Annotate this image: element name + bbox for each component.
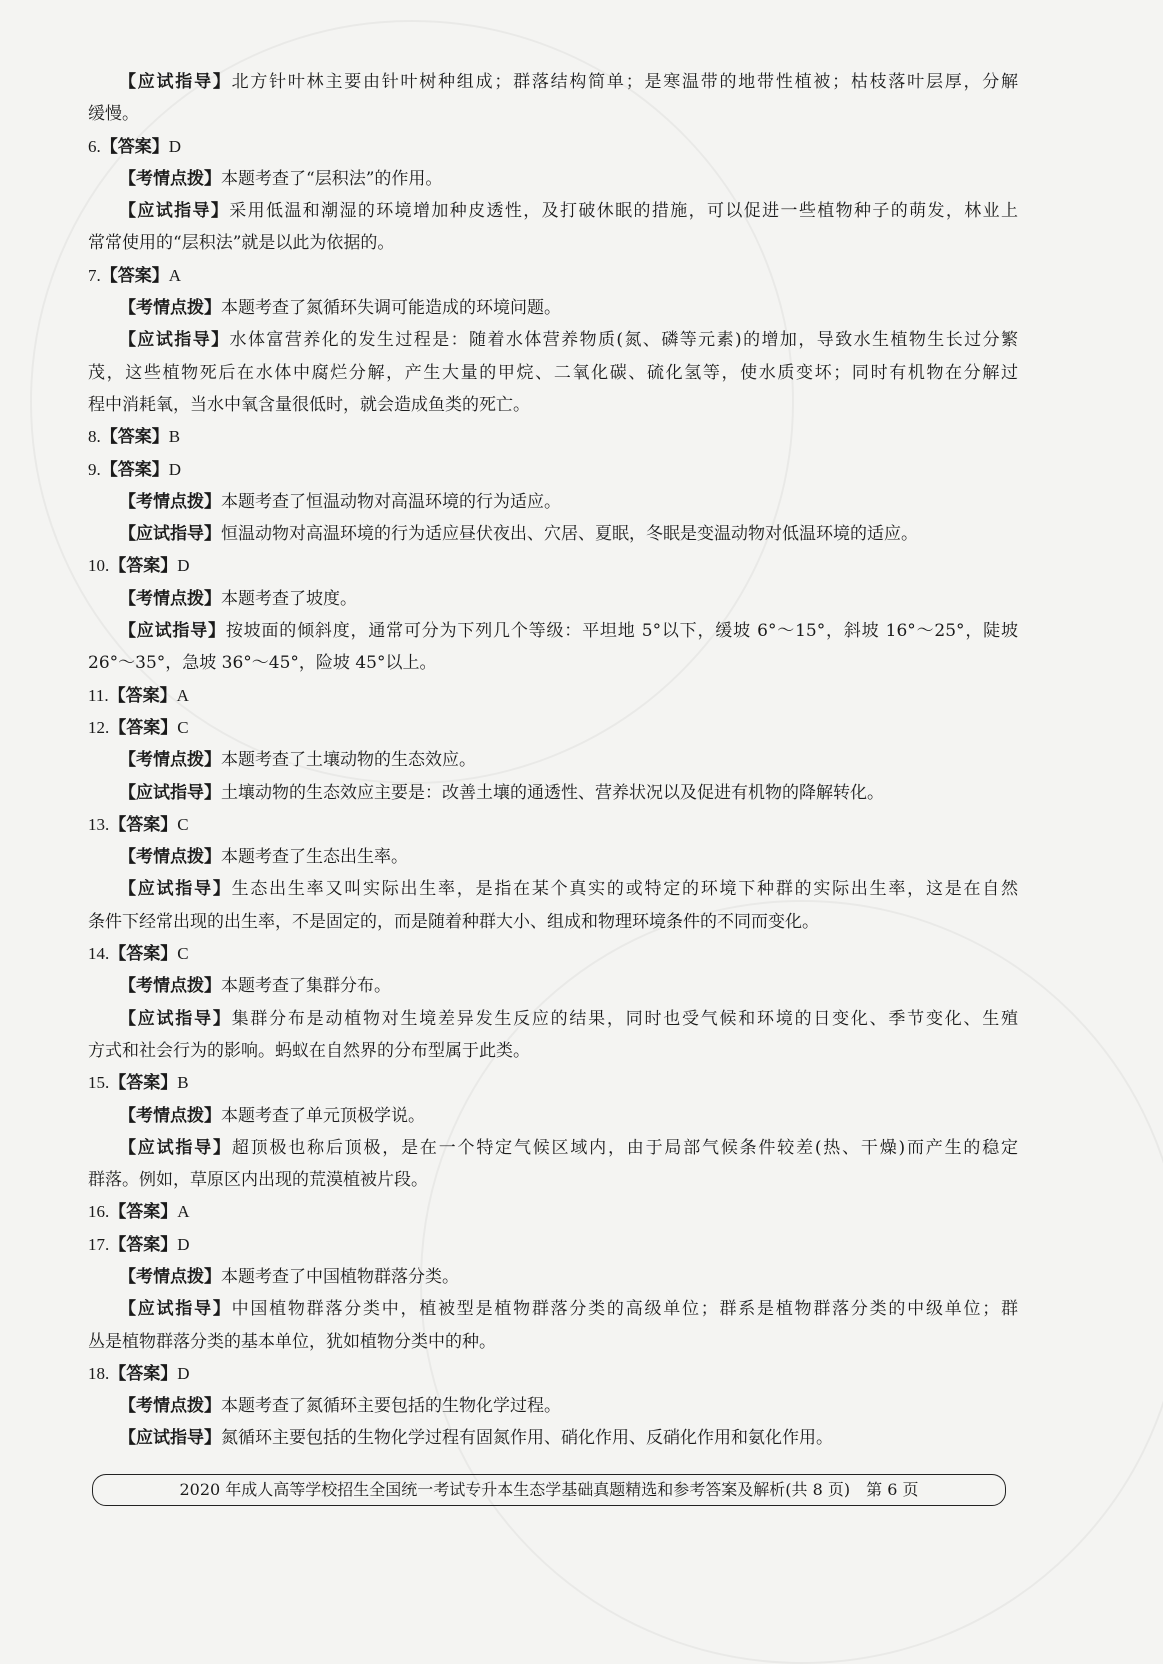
question-number: 15. — [88, 1073, 110, 1093]
text-line — [119, 1293, 1018, 1325]
text-content: 恒温动物对高温环境的行为适应昼伏夜出、穴居、夏眠，冬眠是变温动物对低温环境的适应。 — [221, 524, 918, 545]
text-line — [88, 1326, 1018, 1358]
exam-point-block — [88, 1100, 1018, 1132]
exam-point-block — [88, 1261, 1018, 1293]
question-number: 16. — [88, 1202, 110, 1222]
text-line — [88, 647, 1018, 679]
answer-row — [88, 712, 1018, 744]
section-label: 【应试指导】 — [119, 330, 230, 351]
answer-value: D — [177, 556, 190, 576]
text-line — [88, 357, 1018, 389]
section-label: 【考情点拨】 — [119, 491, 221, 512]
section-label: 【考情点拨】 — [119, 298, 221, 319]
answer-value: A — [168, 265, 182, 285]
section-label: 【考情点拨】 — [119, 1396, 221, 1417]
text-line — [119, 1003, 1018, 1035]
text-content: 本题考查了恒温动物对高温环境的行为适应。 — [221, 491, 561, 512]
section-label: 【应试指导】 — [119, 1137, 232, 1158]
answer-row — [88, 1358, 1018, 1390]
section-label: 【考情点拨】 — [119, 1105, 221, 1126]
answer-row — [88, 938, 1018, 970]
answer-row — [88, 1196, 1018, 1228]
guidance-block — [88, 1293, 1018, 1358]
text-content: 集群分布是动植物对生境差异发生反应的结果，同时也受气候和环境的日变化、季节变化、生殖 — [231, 1008, 1019, 1029]
text-line — [119, 841, 1018, 873]
text-content: 本题考查了生态出生率。 — [221, 847, 408, 868]
section-label: 【考情点拨】 — [119, 847, 221, 868]
answer-label: 【答案】 — [109, 944, 178, 965]
section-label: 【考情点拨】 — [119, 588, 221, 609]
text-content: 超顶极也称后顶极，是在一个特定气候区域内，由于局部气候条件较差(热、干燥)而产生的稳定 — [231, 1137, 1018, 1158]
text-line — [119, 292, 1018, 324]
text-line — [119, 873, 1018, 905]
section-label: 【应试指导】 — [119, 201, 230, 222]
answer-label: 【答案】 — [100, 265, 169, 286]
answer-value: B — [177, 1073, 189, 1093]
text-line — [119, 583, 1018, 615]
answer-value: D — [168, 136, 182, 156]
text-line — [119, 1132, 1018, 1164]
text-content: 群落。例如，草原区内出现的荒漠植被片段。 — [88, 1170, 428, 1191]
answer-label: 【答案】 — [109, 1073, 178, 1094]
text-content: 茂，这些植物死后在水体中腐烂分解，产生大量的甲烷、二氧化碳、硫化氢等，使水质变坏；同时有机物在分解过 — [88, 362, 1018, 383]
answer-value: D — [177, 1363, 190, 1383]
answer-value: B — [168, 427, 181, 447]
text-line — [88, 227, 1018, 259]
section-label: 【应试指导】 — [119, 879, 232, 900]
question-number: 6. — [88, 136, 101, 156]
answer-row — [88, 454, 1018, 486]
section-label: 【考情点拨】 — [119, 976, 221, 997]
text-line — [119, 66, 1018, 98]
text-content: 本题考查了集群分布。 — [221, 976, 391, 997]
text-line — [119, 1422, 1018, 1454]
section-label: 【考情点拨】 — [119, 168, 221, 189]
text-line — [119, 486, 1018, 518]
answer-label: 【答案】 — [100, 427, 169, 448]
answer-label: 【答案】 — [100, 136, 169, 157]
text-line — [88, 1035, 1018, 1067]
exam-point-block — [88, 744, 1018, 776]
answer-label: 【答案】 — [108, 685, 177, 706]
answer-value: A — [177, 1202, 190, 1222]
question-number: 8. — [88, 427, 101, 447]
question-number: 12. — [88, 717, 110, 737]
guidance-block — [88, 873, 1018, 938]
text-line — [119, 324, 1018, 356]
text-content: 丛是植物群落分类的基本单位，犹如植物分类中的种。 — [88, 1331, 496, 1352]
section-label: 【考情点拨】 — [119, 750, 221, 771]
text-content: 按坡面的倾斜度，通常可分为下列几个等级：平坦地 5°以下，缓坡 6°～15°，斜坡 16°～25°，陡坡 — [225, 621, 1018, 642]
text-line — [88, 906, 1018, 938]
text-content: 土壤动物的生态效应主要是：改善土壤的通透性、营养状况以及促进有机物的降解转化。 — [221, 782, 884, 803]
answer-label: 【答案】 — [100, 459, 169, 480]
text-content: 常常使用的“层积法”就是以此为依据的。 — [88, 233, 395, 254]
text-line — [119, 1390, 1018, 1422]
section-label: 【应试指导】 — [119, 1428, 221, 1449]
text-content: 条件下经常出现的出生率，不是固定的，而是随着种群大小、组成和物理环境条件的不同而变化。 — [88, 911, 819, 932]
text-content: 本题考查了氮循环主要包括的生物化学过程。 — [221, 1396, 561, 1417]
question-number: 10. — [88, 556, 110, 576]
question-number: 17. — [88, 1234, 110, 1254]
answer-value: D — [177, 1234, 190, 1254]
guidance-block — [88, 518, 1018, 550]
answer-label: 【答案】 — [109, 1234, 178, 1255]
question-number: 14. — [88, 944, 110, 964]
question-number: 9. — [88, 459, 101, 479]
section-label: 【应试指导】 — [119, 1008, 232, 1029]
answer-row — [88, 260, 1018, 292]
guidance-block — [88, 1003, 1018, 1068]
question-number: 11. — [88, 685, 109, 705]
guidance-block — [88, 777, 1018, 809]
text-line — [119, 970, 1018, 1002]
text-line — [88, 1164, 1018, 1196]
answer-label: 【答案】 — [109, 717, 178, 738]
text-content: 氮循环主要包括的生物化学过程有固氮作用、硝化作用、反硝化作用和氨化作用。 — [221, 1428, 833, 1449]
section-label: 【考情点拨】 — [119, 1266, 221, 1287]
text-content: 采用低温和潮湿的环境增加种皮透性，及打破休眠的措施，可以促进一些植物种子的萌发，林业上 — [229, 201, 1018, 222]
text-line — [119, 195, 1018, 227]
exam-point-block — [88, 1390, 1018, 1422]
question-number: 7. — [88, 265, 101, 285]
guidance-block — [88, 1132, 1018, 1197]
answer-row — [88, 421, 1018, 453]
text-line — [88, 98, 1018, 130]
text-line — [119, 1261, 1018, 1293]
exam-point-block — [88, 486, 1018, 518]
answer-label: 【答案】 — [109, 814, 178, 835]
answer-row — [88, 1067, 1018, 1099]
answer-label: 【答案】 — [109, 1363, 178, 1384]
answer-value: A — [176, 685, 189, 705]
text-content: 水体富营养化的发生过程是：随着水体营养物质(氮、磷等元素)的增加，导致水生植物生长过分繁 — [229, 330, 1019, 351]
text-line — [119, 518, 1018, 550]
exam-point-block — [88, 163, 1018, 195]
exam-point-block — [88, 292, 1018, 324]
guidance-block — [88, 615, 1018, 680]
text-line — [119, 615, 1018, 647]
text-content: 26°～35°，急坡 36°～45°，险坡 45°以上。 — [88, 653, 437, 674]
text-content: 本题考查了氮循环失调可能造成的环境问题。 — [221, 298, 561, 319]
section-label: 【应试指导】 — [119, 72, 232, 92]
text-content: 北方针叶林主要由针叶树种组成；群落结构简单；是寒温带的地带性植被；枯枝落叶层厚，分解 — [231, 72, 1019, 92]
answer-row — [88, 131, 1018, 163]
answer-content — [88, 66, 1018, 1455]
text-line — [119, 777, 1018, 809]
answer-value: D — [168, 459, 182, 479]
text-content: 生态出生率又叫实际出生率，是指在某个真实的或特定的环境下种群的实际出生率，这是在自然 — [231, 879, 1019, 900]
text-content: 方式和社会行为的影响。蚂蚁在自然界的分布型属于此类。 — [88, 1040, 530, 1061]
section-label: 【应试指导】 — [119, 1299, 232, 1320]
answer-value: C — [177, 814, 189, 834]
answer-row — [88, 680, 1018, 712]
guidance-block — [88, 195, 1018, 260]
text-line — [119, 163, 1018, 195]
exam-point-block — [88, 841, 1018, 873]
section-label: 【应试指导】 — [119, 621, 226, 642]
question-number: 18. — [88, 1363, 110, 1383]
answer-row — [88, 550, 1018, 582]
guidance-block — [88, 1422, 1018, 1454]
text-content: 本题考查了“层积法”的作用。 — [221, 168, 443, 189]
answer-value: C — [177, 944, 189, 964]
text-content: 本题考查了中国植物群落分类。 — [221, 1266, 459, 1287]
guidance-block — [88, 66, 1018, 131]
text-content: 中国植物群落分类中，植被型是植物群落分类的高级单位；群系是植物群落分类的中级单位；群 — [231, 1299, 1019, 1320]
answer-row — [88, 1229, 1018, 1261]
answer-value: C — [177, 717, 189, 737]
page-footer: 2020 年成人高等学校招生全国统一考试专升本生态学基础真题精选和参考答案及解析(共 8 页) 第 6 页 — [92, 1474, 1006, 1506]
section-label: 【应试指导】 — [119, 782, 221, 803]
answer-row — [88, 809, 1018, 841]
text-content: 本题考查了土壤动物的生态效应。 — [221, 750, 476, 771]
text-line — [88, 389, 1018, 421]
text-content: 本题考查了坡度。 — [221, 588, 357, 609]
text-content: 缓慢。 — [88, 104, 139, 125]
text-line — [119, 1100, 1018, 1132]
exam-point-block — [88, 970, 1018, 1002]
question-number: 13. — [88, 814, 110, 834]
answer-label: 【答案】 — [109, 556, 178, 577]
exam-point-block — [88, 583, 1018, 615]
answer-label: 【答案】 — [109, 1202, 178, 1223]
text-content: 本题考查了单元顶极学说。 — [221, 1105, 425, 1126]
text-line — [119, 744, 1018, 776]
section-label: 【应试指导】 — [119, 524, 221, 545]
text-content: 程中消耗氧，当水中氧含量很低时，就会造成鱼类的死亡。 — [88, 394, 530, 415]
guidance-block — [88, 324, 1018, 421]
